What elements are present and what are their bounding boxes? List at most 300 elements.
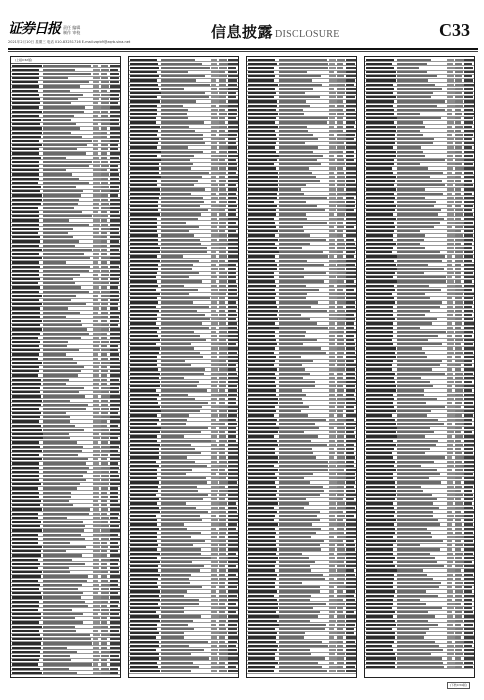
cell-code — [12, 454, 39, 456]
cell-name — [397, 465, 422, 467]
cell-name — [161, 423, 186, 425]
cell-name — [279, 117, 329, 119]
cell-figure — [110, 471, 118, 473]
cell-name — [161, 109, 189, 111]
cell-name — [397, 243, 420, 245]
cell-value — [455, 540, 461, 542]
cell-type — [329, 557, 336, 559]
cell-value — [219, 117, 224, 119]
cell-type — [93, 638, 99, 640]
cell-figure — [228, 461, 238, 463]
cell-name — [43, 546, 87, 548]
cell-type — [93, 333, 102, 335]
cell-code — [366, 410, 396, 412]
cell-figure — [346, 448, 354, 450]
cell-code — [248, 528, 275, 530]
cell-type — [93, 224, 100, 226]
cell-code — [248, 423, 276, 425]
cell-type — [211, 176, 216, 178]
cell-type — [447, 84, 454, 86]
cell-value — [337, 327, 344, 329]
cell-figure — [346, 423, 356, 425]
cell-name — [397, 444, 437, 446]
cell-code — [248, 289, 275, 291]
cell-code — [130, 578, 158, 580]
cell-type — [447, 335, 452, 337]
cell-code — [248, 624, 279, 626]
cell-value — [455, 653, 462, 655]
cell-value — [101, 165, 108, 167]
cell-name — [43, 395, 85, 397]
cell-type — [93, 542, 101, 544]
cell-value — [455, 515, 463, 517]
cell-figure — [464, 519, 473, 521]
cell-figure — [346, 599, 355, 601]
cell-name — [43, 77, 69, 79]
cell-figure — [110, 588, 120, 590]
cell-code — [130, 373, 160, 375]
cell-figure — [228, 247, 238, 249]
cell-name — [43, 668, 69, 670]
cell-code — [366, 440, 393, 442]
cell-figure — [228, 264, 236, 266]
cell-figure — [110, 328, 120, 330]
cell-type — [329, 398, 336, 400]
cell-name — [397, 301, 443, 303]
cell-type — [93, 634, 101, 636]
cell-name — [43, 387, 84, 389]
cell-code — [366, 163, 394, 165]
cell-figure — [228, 507, 237, 509]
cell-code — [248, 360, 275, 362]
cell-name — [397, 209, 441, 211]
cell-name — [397, 657, 442, 659]
cell-code — [248, 507, 274, 509]
cell-code — [248, 243, 275, 245]
cell-code — [12, 152, 39, 154]
cell-value — [219, 502, 226, 504]
masthead-rule-thick — [8, 48, 478, 50]
cell-figure — [228, 84, 237, 86]
cell-figure — [464, 657, 474, 659]
cell-value — [337, 255, 342, 257]
cell-code — [248, 88, 275, 90]
cell-type — [447, 494, 455, 496]
cell-code — [366, 218, 396, 220]
cell-code — [130, 406, 160, 408]
cell-type — [211, 368, 218, 370]
cell-type — [329, 645, 336, 647]
cell-name — [397, 628, 429, 630]
cell-figure — [228, 230, 236, 232]
cell-code — [130, 628, 157, 630]
cell-value — [455, 636, 461, 638]
cell-value — [219, 515, 226, 517]
cell-code — [248, 167, 276, 169]
cell-value — [455, 193, 461, 195]
cell-type — [211, 335, 218, 337]
cell-figure — [346, 218, 356, 220]
cell-code — [366, 343, 393, 345]
cell-code — [12, 517, 38, 519]
cell-value — [455, 255, 462, 257]
cell-type — [447, 142, 453, 144]
cell-figure — [464, 607, 472, 609]
cell-code — [248, 301, 276, 303]
cell-code — [130, 75, 159, 77]
cell-code — [248, 193, 277, 195]
cell-code — [130, 289, 156, 291]
cell-figure — [110, 626, 119, 628]
cell-figure — [346, 239, 354, 241]
cell-figure — [346, 272, 356, 274]
cell-name — [279, 607, 313, 609]
cell-value — [219, 71, 225, 73]
cell-type — [211, 239, 217, 241]
cell-value — [219, 586, 225, 588]
cell-figure — [464, 142, 474, 144]
cell-type — [447, 96, 454, 98]
cell-type — [93, 270, 100, 272]
cell-figure — [110, 441, 120, 443]
cell-code — [248, 335, 275, 337]
cell-value — [337, 398, 345, 400]
cell-code — [366, 414, 392, 416]
cell-code — [248, 490, 277, 492]
cell-value — [101, 127, 106, 129]
cell-value — [337, 410, 343, 412]
cell-name — [397, 327, 421, 329]
cell-name — [397, 285, 429, 287]
cell-type — [447, 264, 453, 266]
cell-figure — [228, 574, 236, 576]
cell-name — [397, 624, 438, 626]
cell-type — [93, 312, 99, 314]
cell-type — [329, 536, 335, 538]
cell-value — [455, 498, 461, 500]
cell-type — [329, 167, 336, 169]
cell-value — [455, 544, 463, 546]
cell-name — [43, 316, 67, 318]
cell-figure — [346, 490, 355, 492]
cell-figure — [110, 228, 119, 230]
cell-code — [248, 146, 275, 148]
cell-name — [161, 226, 200, 228]
cell-figure — [346, 360, 354, 362]
cell-code — [130, 243, 158, 245]
cell-name — [43, 605, 88, 607]
cell-value — [455, 632, 461, 634]
cell-value — [219, 599, 226, 601]
cell-figure — [228, 469, 238, 471]
cell-name — [161, 276, 190, 278]
cell-figure — [346, 377, 354, 379]
cell-name — [397, 440, 438, 442]
cell-code — [12, 504, 40, 506]
cell-figure — [464, 469, 474, 471]
cell-figure — [464, 88, 473, 90]
cell-name — [279, 611, 320, 613]
cell-value — [337, 490, 344, 492]
cell-type — [447, 180, 454, 182]
cell-type — [93, 173, 102, 175]
cell-name — [161, 494, 209, 496]
cell-name — [43, 299, 71, 301]
cell-name — [161, 649, 204, 651]
cell-code — [12, 90, 38, 92]
table-row — [247, 669, 356, 673]
cell-value — [337, 193, 345, 195]
cell-value — [101, 454, 108, 456]
cell-type — [329, 653, 336, 655]
cell-code — [130, 121, 156, 123]
cell-code — [366, 389, 396, 391]
cell-type — [329, 92, 337, 94]
cell-type — [447, 657, 453, 659]
cell-name — [397, 117, 441, 119]
cell-code — [12, 282, 38, 284]
cell-value — [101, 94, 109, 96]
cell-figure — [346, 603, 356, 605]
cell-figure — [228, 373, 237, 375]
cell-figure — [346, 389, 355, 391]
cell-type — [447, 364, 455, 366]
cell-value — [337, 620, 344, 622]
cell-figure — [346, 96, 355, 98]
cell-value — [455, 599, 462, 601]
cell-code — [130, 306, 156, 308]
cell-code — [130, 188, 160, 190]
cell-name — [161, 255, 184, 257]
cell-figure — [464, 285, 474, 287]
cell-type — [93, 123, 98, 125]
cell-type — [93, 613, 98, 615]
cell-value — [337, 239, 343, 241]
cell-value — [219, 607, 226, 609]
cell-name — [279, 402, 304, 404]
cell-value — [337, 197, 342, 199]
cell-type — [447, 146, 455, 148]
cell-name — [43, 554, 83, 556]
cell-code — [248, 465, 274, 467]
cell-figure — [228, 624, 237, 626]
cell-type — [447, 222, 456, 224]
cell-figure — [110, 307, 118, 309]
cell-name — [279, 84, 323, 86]
cell-name — [279, 636, 304, 638]
cell-value — [455, 314, 461, 316]
cell-figure — [464, 176, 474, 178]
cell-figure — [110, 642, 120, 644]
cell-code — [366, 352, 395, 354]
cell-code — [130, 620, 160, 622]
cell-value — [337, 611, 343, 613]
cell-figure — [464, 339, 474, 341]
cell-name — [161, 100, 196, 102]
cell-figure — [346, 394, 354, 396]
cell-name — [43, 169, 66, 171]
cell-name — [279, 649, 310, 651]
cell-type — [447, 234, 456, 236]
cell-figure — [110, 487, 118, 489]
cell-code — [12, 249, 42, 251]
cell-name — [279, 490, 324, 492]
cell-type — [93, 429, 101, 431]
cell-code — [12, 182, 38, 184]
cell-type — [329, 188, 337, 190]
cell-code — [248, 272, 274, 274]
cell-name — [43, 65, 91, 67]
cell-name — [397, 96, 432, 98]
cell-figure — [346, 314, 354, 316]
cell-name — [43, 106, 85, 108]
cell-type — [329, 59, 336, 61]
cell-figure — [228, 88, 238, 90]
cell-figure — [110, 119, 119, 121]
cell-type — [93, 580, 98, 582]
cell-code — [366, 553, 393, 555]
cell-type — [329, 615, 335, 617]
cell-figure — [346, 113, 356, 115]
cell-type — [447, 624, 453, 626]
cell-name — [161, 314, 205, 316]
cell-code — [366, 234, 393, 236]
cell-figure — [228, 620, 238, 622]
cell-name — [43, 630, 77, 632]
cell-figure — [110, 634, 120, 636]
cell-type — [211, 327, 217, 329]
cell-code — [366, 561, 393, 563]
cell-figure — [346, 172, 356, 174]
cell-value — [455, 155, 461, 157]
cell-figure — [110, 395, 120, 397]
cell-name — [161, 557, 211, 559]
cell-code — [12, 253, 39, 255]
cell-value — [101, 132, 107, 134]
cell-name — [397, 264, 428, 266]
cell-code — [248, 264, 277, 266]
cell-name — [43, 575, 88, 577]
cell-value — [219, 662, 224, 664]
cell-type — [329, 293, 338, 295]
cell-figure — [464, 180, 472, 182]
cell-type — [211, 406, 219, 408]
cell-type — [329, 343, 335, 345]
cell-value — [101, 659, 107, 661]
cell-value — [337, 519, 343, 521]
cell-name — [43, 609, 73, 611]
cell-name — [279, 255, 329, 257]
cell-name — [43, 663, 93, 665]
cell-name — [279, 561, 315, 563]
cell-name — [161, 435, 184, 437]
cell-figure — [464, 502, 472, 504]
cell-code — [12, 404, 41, 406]
cell-figure — [346, 197, 354, 199]
cell-value — [455, 502, 463, 504]
cell-code — [130, 138, 159, 140]
cell-value — [337, 268, 345, 270]
cell-value — [101, 559, 109, 561]
cell-type — [447, 276, 453, 278]
cell-name — [279, 146, 319, 148]
cell-value — [455, 641, 464, 643]
cell-name — [161, 193, 192, 195]
cell-type — [211, 410, 217, 412]
cell-type — [329, 226, 335, 228]
cell-name — [279, 268, 305, 270]
cell-value — [337, 301, 345, 303]
cell-type — [93, 307, 100, 309]
cell-name — [279, 180, 321, 182]
cell-name — [397, 151, 423, 153]
cell-value — [101, 324, 109, 326]
cell-figure — [464, 289, 472, 291]
cell-name — [161, 452, 201, 454]
cell-code — [248, 486, 276, 488]
cell-type — [447, 406, 456, 408]
cell-code — [248, 561, 276, 563]
cell-name — [279, 502, 310, 504]
cell-type — [211, 289, 218, 291]
cell-name — [161, 331, 194, 333]
cell-value — [219, 624, 224, 626]
cell-code — [130, 100, 160, 102]
cell-type — [93, 550, 101, 552]
cell-value — [455, 628, 462, 630]
cell-name — [161, 561, 192, 563]
cell-figure — [110, 282, 119, 284]
cell-name — [43, 613, 83, 615]
cell-figure — [464, 569, 474, 571]
cell-type — [329, 322, 336, 324]
cell-code — [130, 163, 159, 165]
cell-figure — [464, 595, 474, 597]
cell-value — [219, 641, 225, 643]
cell-code — [248, 339, 276, 341]
cell-figure — [346, 515, 354, 517]
cell-code — [12, 588, 39, 590]
cell-value — [455, 239, 463, 241]
cell-type — [447, 402, 453, 404]
cell-code — [130, 88, 159, 90]
cell-figure — [110, 668, 118, 670]
cell-figure — [228, 456, 238, 458]
cell-value — [337, 100, 343, 102]
cell-code — [130, 113, 157, 115]
cell-type — [329, 548, 336, 550]
cell-name — [43, 400, 71, 402]
cell-name — [43, 257, 90, 259]
cell-type — [447, 565, 452, 567]
cell-name — [397, 280, 446, 282]
cell-code — [366, 197, 395, 199]
cell-type — [93, 400, 99, 402]
cell-code — [366, 289, 395, 291]
cell-figure — [346, 117, 356, 119]
cell-code — [12, 140, 39, 142]
cell-name — [43, 98, 78, 100]
cell-type — [93, 647, 99, 649]
cell-type — [211, 435, 218, 437]
cell-type — [329, 335, 335, 337]
cell-type — [329, 456, 335, 458]
cell-name — [279, 272, 326, 274]
cell-type — [447, 649, 454, 651]
cell-value — [455, 536, 464, 538]
cell-figure — [110, 115, 120, 117]
cell-figure — [228, 657, 238, 659]
